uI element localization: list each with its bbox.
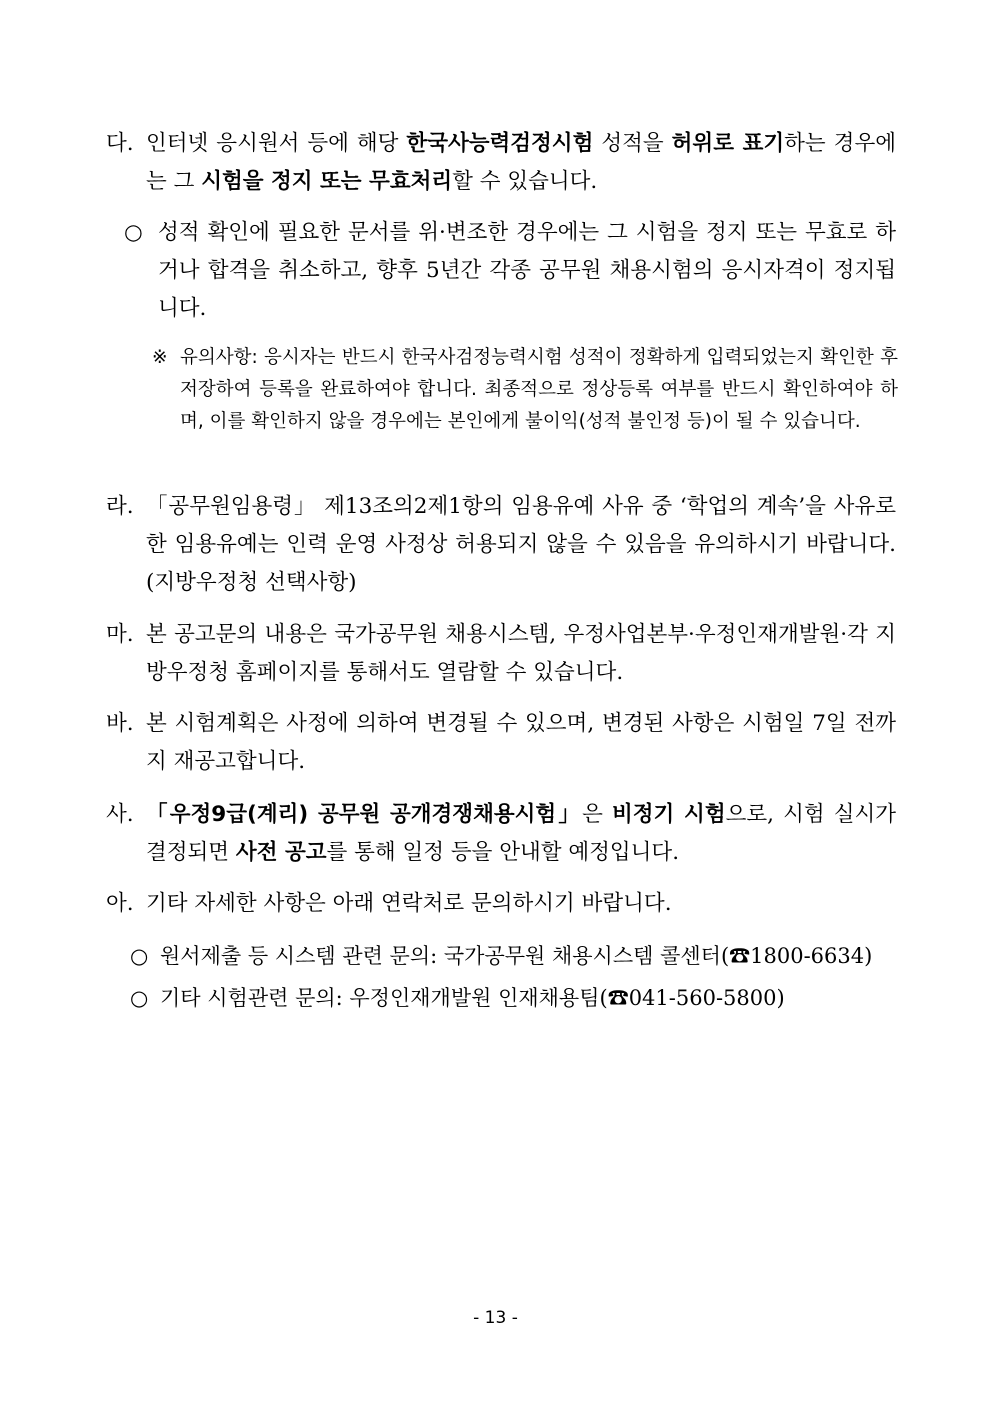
emphasis-text: 허위로 표기 (671, 131, 785, 156)
bullet-item (124, 214, 896, 328)
section-text: 「우정9급(계리) 공무원 공개경쟁채용시험」은 비정기 시험으로, 시험 실시가 결정되면 사전 공고를 통해 일정 등을 안내할 예정입니다. (146, 802, 896, 865)
section-text: 기타 자세한 사항은 아래 연락처로 문의하시기 바랍니다. (146, 891, 672, 916)
section-text: 인터넷 응시원서 등에 해당 한국사능력검정시험 성적을 허위로 표기하는 경우에는 그 시험을 정지 또는 무효처리할 수 있습니다. (146, 131, 896, 194)
circle-bullet-icon: ○ (130, 944, 149, 968)
section-label: 바. (106, 711, 134, 736)
contact-line (130, 937, 910, 975)
section-ma (106, 616, 896, 692)
bullet-text: 성적 확인에 필요한 문서를 위·변조한 경우에는 그 시험을 정지 또는 무효로 하거나 합격을 취소하고, 향후 5년간 각종 공무원 채용시험의 응시자격이 정지됩니다. (158, 220, 896, 321)
emphasis-text: 「우정9급(계리) 공무원 공개경쟁채용시험」 (146, 802, 583, 827)
section-label: 다. (106, 131, 134, 156)
emphasis-text: 사전 공고 (235, 840, 327, 865)
contact-text: 기타 시험관련 문의: 우정인재개발원 인재채용팀(☎041-560-5800) (160, 986, 785, 1010)
emphasis-text: 한국사능력검정시험 (406, 131, 594, 156)
section-text: 본 공고문의 내용은 국가공무원 채용시스템, 우정사업본부·우정인재개발원·각 지방우정청 홈페이지를 통해서도 열람할 수 있습니다. (146, 622, 896, 685)
section-a (106, 885, 896, 923)
section-label: 사. (106, 802, 134, 827)
section-label: 아. (106, 891, 134, 916)
section-label: 라. (106, 494, 134, 519)
section-label: 마. (106, 622, 134, 647)
reference-mark-icon: ※ (152, 347, 168, 368)
emphasis-text: 시험을 정지 또는 무효처리 (201, 169, 453, 194)
emphasis-text: 비정기 시험 (612, 802, 726, 827)
note-block (152, 342, 898, 438)
section-text: 본 시험계획은 사정에 의하여 변경될 수 있으며, 변경된 사항은 시험일 7일 전까지 재공고합니다. (146, 711, 896, 774)
section-sa (106, 796, 896, 872)
section-ba (106, 705, 896, 781)
section-da (106, 125, 896, 201)
section-text: 「공무원임용령」 제13조의2제1항의 임용유예 사유 중 ‘학업의 계속’을 사유로 한 임용유예는 인력 운영 사정상 허용되지 않을 수 있음을 유의하시기 바랍니다.(지방우정청 선택사항) (146, 494, 896, 595)
page-number: - 13 - (473, 1308, 518, 1328)
circle-bullet-icon: ○ (124, 220, 143, 245)
contact-text: 원서제출 등 시스템 관련 문의: 국가공무원 채용시스템 콜센터(☎1800-6634) (160, 944, 873, 968)
circle-bullet-icon: ○ (130, 986, 149, 1010)
contact-line (130, 979, 910, 1017)
section-ra (106, 488, 896, 602)
note-text: 유의사항: 응시자는 반드시 한국사검정능력시험 성적이 정확하게 입력되었는지 확인한 후 저장하여 등록을 완료하여야 합니다. 최종적으로 정상등록 여부를 반드시 확인하여야 하며, 이를 확인하지 않을 경우에는 본인에게 불이익(성적 불인정 등)이 될 수 있습니다. (180, 347, 898, 432)
